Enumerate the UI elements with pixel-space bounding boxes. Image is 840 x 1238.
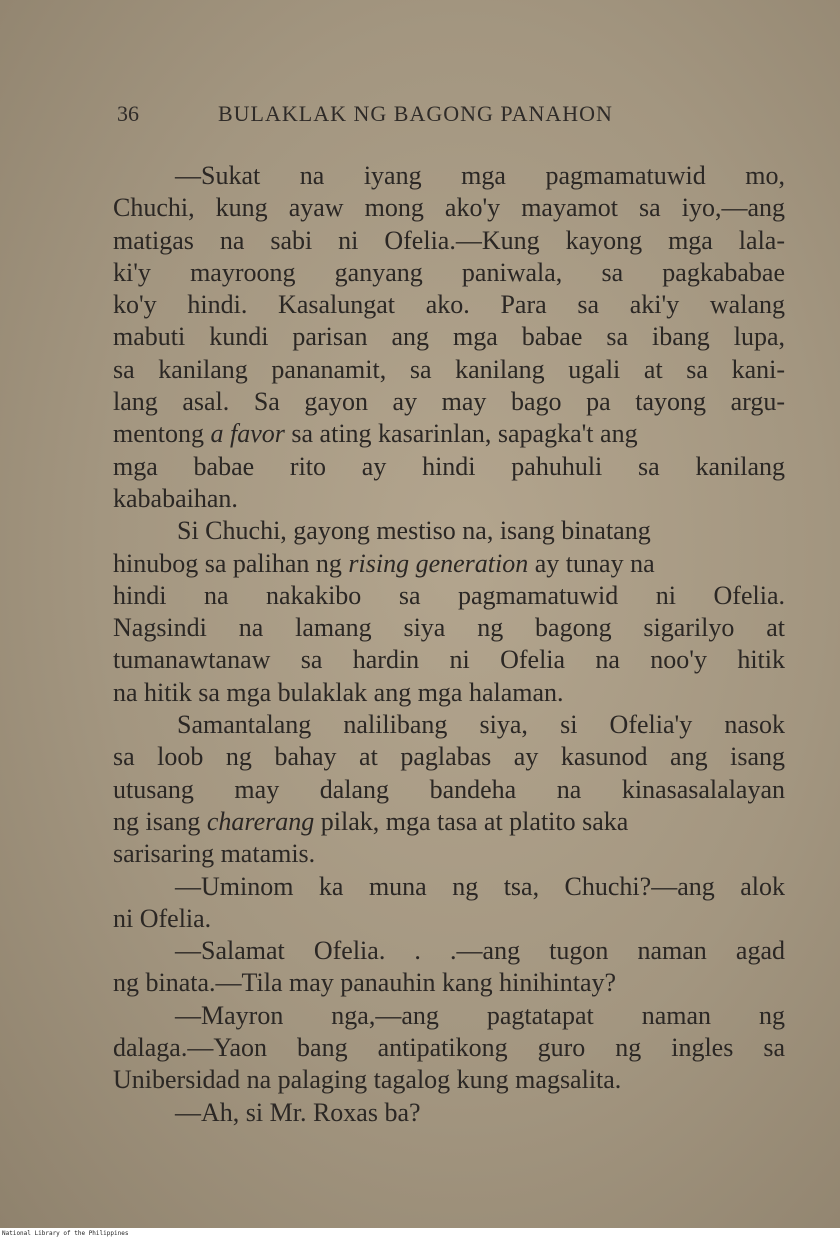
text-line: sa kanilang pananamit, sa kanilang ugali at sa kani- bbox=[113, 354, 785, 384]
text-line: mabuti kundi parisan ang mga babae sa ibang lupa, bbox=[113, 322, 785, 352]
text-line: lang asal. Sa gayon ay may bago pa tayong argu- bbox=[113, 387, 785, 417]
text-line: hindi na nakakibo sa pagmamatuwid ni Ofelia. bbox=[113, 580, 785, 610]
italic-phrase: charerang bbox=[206, 806, 315, 836]
page-body-text bbox=[113, 160, 785, 1129]
text-run: ay tunay na bbox=[528, 548, 655, 578]
text-line: Chuchi, kung ayaw mong ako'y mayamot sa iyo,—ang bbox=[113, 193, 785, 223]
library-credit: National Library of the Philippines bbox=[2, 1230, 129, 1237]
text-line: na hitik sa mga bulaklak ang mga halaman. bbox=[113, 677, 564, 707]
text-line: —Sukat na iyang mga pagmamatuwid mo, bbox=[175, 161, 785, 190]
text-line: matigas na sabi ni Ofelia.—Kung kayong mga lala- bbox=[113, 225, 785, 255]
text-line: sa loob ng bahay at paglabas ay kasunod ang isang bbox=[113, 742, 785, 772]
text-line: ki'y mayroong ganyang paniwala, sa pagkababae bbox=[113, 257, 785, 287]
text-run: mentong bbox=[113, 419, 211, 449]
text-line: ko'y hindi. Kasalungat ako. Para sa aki'y walang bbox=[113, 290, 785, 320]
text-run: hinubog sa palihan ng bbox=[113, 548, 349, 578]
text-run: pilak, mga tasa at platito saka bbox=[314, 806, 629, 836]
text-line: —Salamat Ofelia. . .—ang tugon naman agad bbox=[175, 936, 785, 966]
text-line bbox=[113, 548, 785, 580]
text-line: Samantalang nalilibang siya, si Ofelia'y nasok bbox=[177, 710, 785, 740]
text-line: —Ah, si Mr. Roxas ba? bbox=[175, 1097, 421, 1127]
text-line: dalaga.—Yaon bang antipatikong guro ng ingles sa bbox=[113, 1033, 785, 1063]
text-run: ng isang bbox=[113, 806, 207, 836]
text-line: ng binata.—Tila may panauhin kang hinihintay? bbox=[113, 968, 617, 998]
text-line bbox=[113, 418, 785, 450]
text-line: utusang may dalang bandeha na kinasasalalayan bbox=[113, 774, 785, 804]
text-line: mga babae rito ay hindi pahuhuli sa kanilang bbox=[113, 451, 785, 481]
text-run: sa ating kasarinlan, sapagka't ang bbox=[284, 419, 638, 449]
italic-phrase: rising generation bbox=[348, 548, 529, 578]
text-line: Si Chuchi, gayong mestiso na, isang binatang bbox=[177, 516, 651, 546]
text-line: tumanawtanaw sa hardin ni Ofelia na noo'y hitik bbox=[113, 645, 785, 675]
text-line: ni Ofelia. bbox=[113, 903, 212, 933]
text-line: Unibersidad na palaging tagalog kung magsalita. bbox=[113, 1065, 622, 1095]
text-line: sarisaring matamis. bbox=[113, 839, 316, 869]
italic-phrase: a favor bbox=[210, 419, 285, 449]
running-title: BULAKLAK NG BAGONG PANAHON bbox=[218, 101, 613, 126]
text-line: —Uminom ka muna ng tsa, Chuchi?—ang alok bbox=[175, 871, 785, 901]
page-number: 36 bbox=[117, 101, 139, 126]
text-line: kababaihan. bbox=[113, 483, 238, 513]
text-line bbox=[113, 806, 785, 838]
text-line: Nagsindi na lamang siya ng bagong sigarilyo at bbox=[113, 613, 785, 643]
text-line: —Mayron nga,—ang pagtatapat naman ng bbox=[175, 1000, 785, 1030]
